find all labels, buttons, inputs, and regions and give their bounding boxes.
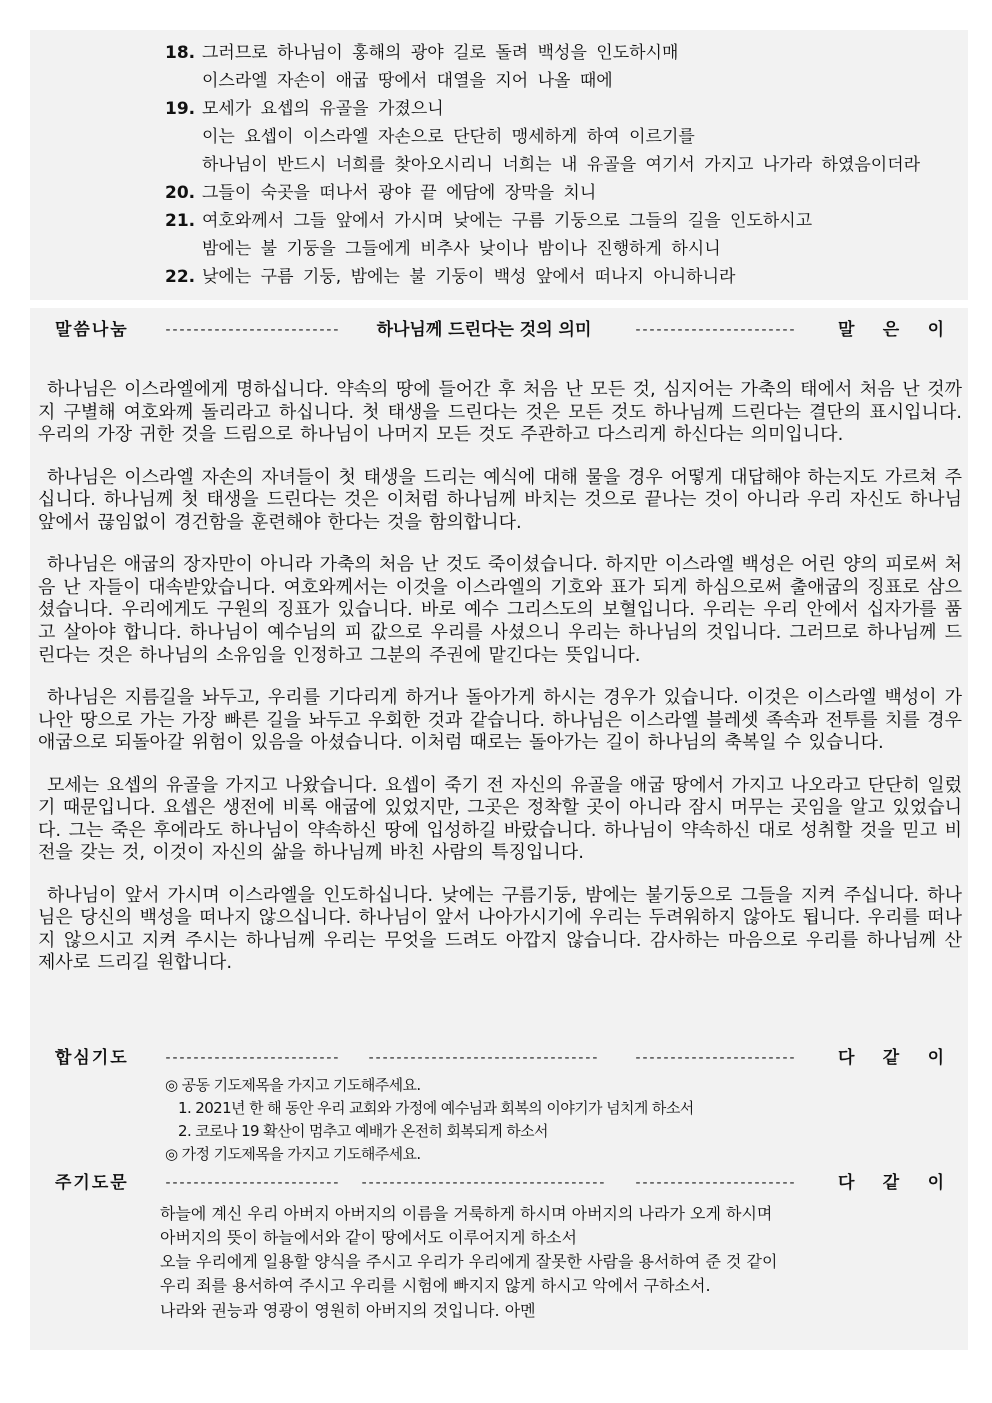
prayer-note: ◎ 가정 기도제목을 가지고 기도해주세요. [165, 1145, 421, 1164]
section-label: 주기도문 [55, 1172, 129, 1193]
section-label: 말씀나눔 [55, 320, 129, 340]
scripture-passage [30, 30, 968, 300]
prayer-item: 2. 코로나 19 확산이 멈추고 예배가 온전히 회복되게 하소서 [178, 1122, 548, 1141]
prayer-note: ◎ 공동 기도제목을 가지고 기도해주세요. [165, 1076, 421, 1095]
sermon-header [30, 318, 968, 342]
verse-number: 19. [165, 99, 196, 119]
verse-number: 20. [165, 183, 196, 203]
sermon-text [30, 379, 968, 975]
section-label: 합심기도 [55, 1047, 129, 1068]
verse-line [165, 263, 920, 291]
divider-middle: ----------------------------------- [361, 1173, 607, 1191]
sermon-paragraph: 하나님은 지름길을 놔두고, 우리를 기다리게 하거나 돌아가게 하시는 경우가 있습니다. 이것은 이스라엘 백성이 가나안 땅으로 가는 가장 빠른 길을 놔두고 우회한 것과 같습니다. 하나님은 이스라엘 블레셋 족속과 전투를 치를 경우 애굽으로 되돌아갈 위험이 있음을 아셨습니다. 이처럼 때로는 돌아가는 길이 하나님의 축복일 수 있습니다. [38, 686, 962, 754]
prayer-header [30, 1046, 968, 1070]
verse-line [165, 179, 920, 207]
verse-text: 그들이 숙곳을 떠나서 광야 끝 에담에 장막을 치니 [202, 183, 597, 203]
divider-left: ------------------------- [165, 1048, 341, 1066]
verse-line [165, 207, 920, 235]
sermon-paragraph: 하나님은 이스라엘 자손의 자녀들이 첫 태생을 드리는 예식에 대해 물을 경우 어떻게 대답해야 하는지도 가르쳐 주십니다. 하나님께 첫 태생을 드린다는 것은 이처럼 하나님께 바치는 것으로 끝나는 것이 아니라 우리 자신도 하나님 앞에서 끊임없이 경건함을 훈련해야 한다는 것을 함의합니다. [38, 466, 962, 533]
sermon-title: 하나님께 드린다는 것의 의미 [376, 320, 592, 340]
verse-text: 이스라엘 자손이 애굽 땅에서 대열을 지어 나올 때에 [202, 71, 613, 91]
participants-label: 다 같 이 [838, 1047, 944, 1068]
lords-prayer-line: 아버지의 뜻이 하늘에서와 같이 땅에서도 이루어지게 하소서 [160, 1227, 577, 1247]
prayer-item: 1. 2021년 한 해 동안 우리 교회와 가정에 예수님과 회복의 이야기가 넘치게 하소서 [178, 1099, 694, 1118]
verse-line [165, 95, 920, 123]
sermon-paragraph: 하나님이 앞서 가시며 이스라엘을 인도하십니다. 낮에는 구름기둥, 밤에는 불기둥으로 그들을 지켜 주십니다. 하나님은 당신의 백성을 떠나지 않으십니다. 하나님이 앞서 나아가시기에 우리는 두려워하지 않아도 됩니다. 우리를 떠나지 않으시고 지켜 주시는 하나님께 우리는 무엇을 드려도 아깝지 않습니다. 감사하는 마음으로 우리를 하나님께 산 제사로 드리길 원합니다. [38, 884, 962, 974]
verse-text: 그러므로 하나님이 홍해의 광야 길로 돌려 백성을 인도하시매 [202, 43, 679, 63]
lords-prayer-line: 오늘 우리에게 일용할 양식을 주시고 우리가 우리에게 잘못한 사람을 용서하여 준 것 같이 [160, 1252, 778, 1272]
lords-prayer-line: 하늘에 계신 우리 아버지 아버지의 이름을 거룩하게 하시며 아버지의 나라가 오게 하시며 [160, 1203, 773, 1223]
prayer-list [30, 1074, 968, 1166]
divider-right: ----------------------- [635, 1173, 797, 1191]
divider-left: ------------------------- [165, 1173, 341, 1191]
divider-left: ------------------------- [165, 321, 341, 338]
verse-text: 하나님이 반드시 너희를 찾아오시리니 너희는 내 유골을 여기서 가지고 나가라 하였음이더라 [202, 155, 921, 175]
divider-middle: --------------------------------- [368, 1048, 600, 1066]
sermon-paragraph: 모세는 요셉의 유골을 가지고 나왔습니다. 요셉이 죽기 전 자신의 유골을 애굽 땅에서 가지고 나오라고 단단히 일렀기 때문입니다. 요셉은 생전에 비록 애굽에 있었지만, 그곳은 정착할 곳이 아니라 잠시 머무는 곳임을 알고 있었습니다. 그는 죽은 후에라도 하나님이 약속하신 땅에 입성하길 바랐습니다. 하나님이 약속하신 대로 성취할 것을 믿고 비전을 갖는 것, 이것이 자신의 삶을 하나님께 바친 사람의 특징입니다. [38, 774, 962, 864]
verse-number: 22. [165, 267, 196, 287]
lords-prayer-text [30, 1202, 968, 1323]
sermon-paragraph: 하나님은 애굽의 장자만이 아니라 가축의 처음 난 것도 죽이셨습니다. 하지만 이스라엘 백성은 어린 양의 피로써 처음 난 자들이 대속받았습니다. 여호와께서는 이것을 이스라엘의 기호와 표가 되게 하심으로써 출애굽의 징표로 삼으셨습니다. 우리에게도 구원의 징표가 있습니다. 바로 예수 그리스도의 보혈입니다. 우리는 우리 안에서 십자가를 품고 살아야 합니다. 하나님이 예수님의 피 값으로 우리를 사셨으니 우리는 하나님의 것입니다. 그러므로 하나님께 드린다는 것은 하나님의 소유임을 인정하고 그분의 주권에 맡긴다는 뜻입니다. [38, 554, 962, 666]
lords-prayer-header [30, 1171, 968, 1195]
verse-text: 모세가 요셉의 유골을 가졌으니 [202, 99, 444, 119]
bulletin-body [30, 308, 968, 1350]
verse-number: 21. [165, 211, 196, 231]
divider-right: ----------------------- [635, 321, 797, 338]
verse-line [165, 39, 920, 67]
speaker-label: 말 은 이 [838, 320, 944, 340]
participants-label: 다 같 이 [838, 1172, 944, 1193]
verse-text: 낮에는 구름 기둥, 밤에는 불 기둥이 백성 앞에서 떠나지 아니하니라 [202, 267, 736, 287]
lords-prayer-line: 우리 죄를 용서하여 주시고 우리를 시험에 빠지지 않게 하시고 악에서 구하소서. [160, 1276, 711, 1296]
verse-text: 밤에는 불 기둥을 그들에게 비추사 낮이나 밤이나 진행하게 하시니 [202, 239, 721, 259]
verse-list [165, 39, 920, 291]
lords-prayer-line: 나라와 권능과 영광이 영원히 아버지의 것입니다. 아멘 [160, 1300, 536, 1320]
divider-right: ----------------------- [635, 1048, 797, 1066]
verse-number: 18. [165, 43, 196, 63]
verse-text: 이는 요셉이 이스라엘 자손으로 단단히 맹세하게 하여 이르기를 [202, 127, 695, 147]
verse-text: 여호와께서 그들 앞에서 가시며 낮에는 구름 기둥으로 그들의 길을 인도하시고 [202, 211, 813, 231]
sermon-paragraph: 하나님은 이스라엘에게 명하십니다. 약속의 땅에 들어간 후 처음 난 모든 것, 심지어는 가축의 태에서 처음 난 것까지 구별해 여호와께 돌리라고 하십니다. 첫 태생을 드린다는 것은 모든 것도 하나님께 드린다는 결단의 표시입니다. 우리의 가장 귀한 것을 드림으로 하나님이 나머지 모든 것도 주관하고 다스리게 하신다는 의미입니다. [38, 379, 962, 446]
